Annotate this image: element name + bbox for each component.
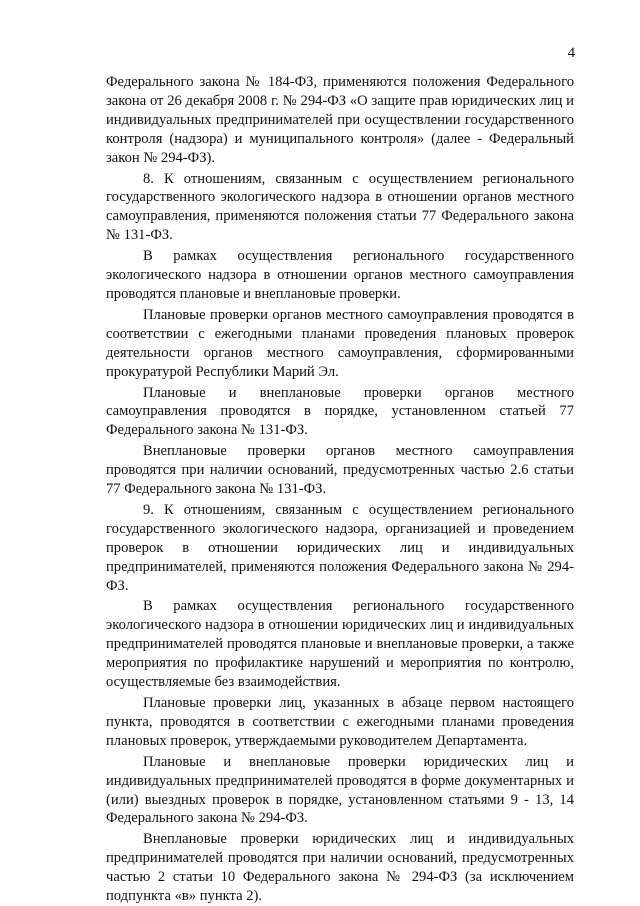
- paragraph: Плановые и внеплановые проверки юридических лиц и индивидуальных предпринимателей проводятся в форме документарных и (или) выездных проверок в порядке, установленном статьями 9 - 13, 14 Федерального закона № 294-ФЗ.: [106, 753, 574, 827]
- paragraph: В рамках осуществления регионального государственного экологического надзора в отношении органов местного самоуправления проводятся плановые и внеплановые проверки.: [106, 248, 574, 302]
- paragraph: В рамках осуществления регионального государственного экологического надзора в отношении юридических лиц и индивидуальных предпринимателей проводятся плановые и внеплановые проверки, а также мероприятия по профилактике нарушений и мероприятия по контролю, осуществляемые без взаимодействия.: [106, 598, 574, 691]
- paragraph: Плановые и внеплановые проверки органов местного самоуправления проводятся в порядке, установленном статьей 77 Федерального закона № 131-ФЗ.: [106, 384, 574, 439]
- paragraph: Плановые проверки органов местного самоуправления проводятся в соответствии с ежегодными планами проведения плановых проверок деятельности органов местного самоуправления, сформированными прокуратурой Республики Марий Эл.: [106, 306, 574, 380]
- paragraph: Плановые проверки лиц, указанных в абзаце первом настоящего пункта, проводятся в соответствии с ежегодными планами проведения плановых проверок, утверждаемыми руководителем Департамента.: [106, 695, 574, 749]
- paragraph: Внеплановые проверки органов местного самоуправления проводятся при наличии оснований, предусмотренных частью 2.6 статьи 77 Федерального закона № 131-ФЗ.: [106, 443, 574, 498]
- paragraph-item-9: 9. К отношениям, связанным с осуществлением регионального государственного экологического надзора, организацией и проведением проверок в отношении юридических лиц и индивидуальных предпринимателей, применяются положения Федерального закона № 294-ФЗ.: [106, 501, 574, 594]
- paragraph-continuation: Федерального закона № 184-ФЗ, применяются положения Федерального закона от 26 декабря 2008 г. № 294-ФЗ «О защите прав юридических лиц и индивидуальных предпринимателей при осуществлении государственного контроля (надзора) и муниципального контроля» (далее - Федеральный закон № 294-ФЗ).: [106, 74, 574, 166]
- page-number: 4: [567, 45, 575, 61]
- document-body: [106, 73, 574, 906]
- paragraph: Внеплановые проверки юридических лиц и индивидуальных предпринимателей проводятся при наличии оснований, предусмотренных частью 2 статьи 10 Федерального закона № 294-ФЗ (за исключением подпункта «в» пункта 2).: [106, 831, 574, 905]
- paragraph-item-8: 8. К отношениям, связанным с осуществлением регионального государственного экологического надзора в отношении органов местного самоуправления, применяются положения статьи 77 Федерального закона № 131-ФЗ.: [106, 170, 574, 244]
